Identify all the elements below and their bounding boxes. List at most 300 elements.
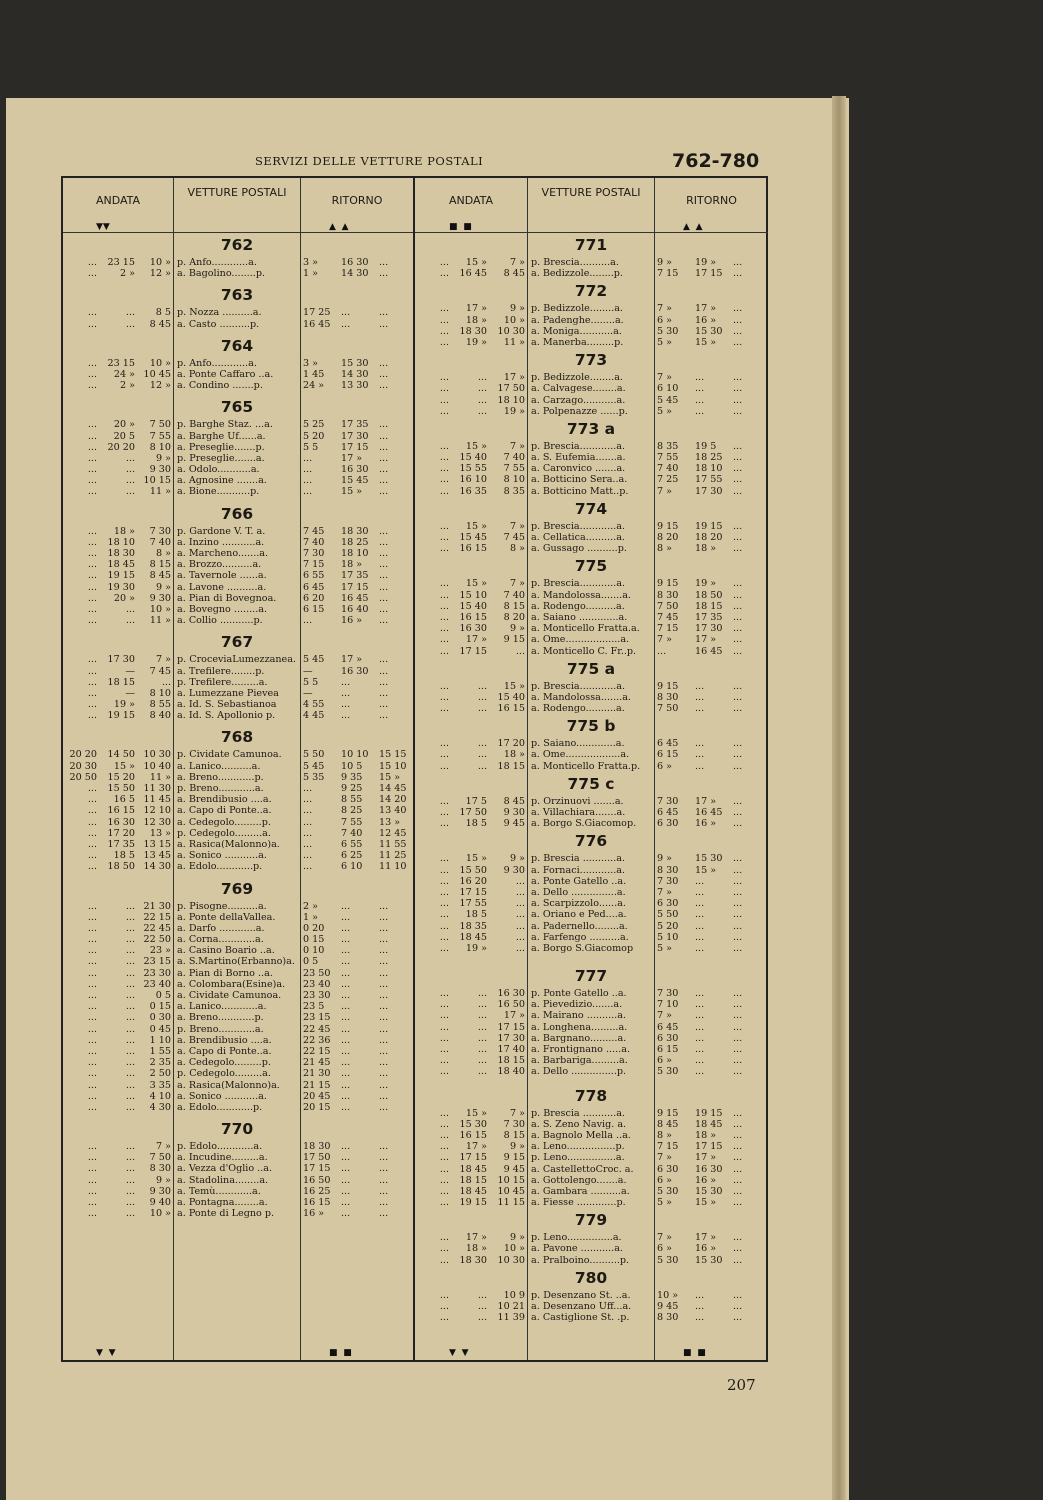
- andata-time: 7 40: [503, 589, 525, 601]
- table-row: [415, 865, 768, 876]
- ritorno-time: 17 15: [341, 581, 369, 593]
- andata-time: 18 »: [113, 525, 135, 537]
- ritorno-time: ...: [341, 1197, 351, 1208]
- stop-name: a. Mandolossa.......a.: [531, 691, 631, 703]
- andata-time: ...: [87, 850, 97, 862]
- left-rows: [63, 233, 413, 1219]
- stop-name: a. Trefilere........p.: [177, 665, 265, 677]
- table-row: [63, 772, 413, 783]
- ritorno-time: ...: [379, 967, 389, 979]
- ritorno-time: ...: [303, 827, 313, 839]
- andata-time: ...: [439, 623, 449, 635]
- andata-time: 7 »: [155, 654, 171, 666]
- andata-time: 15 45: [459, 532, 487, 543]
- andata-time: ...: [515, 931, 525, 943]
- ritorno-time: ...: [695, 942, 705, 954]
- route-block: [415, 1208, 768, 1266]
- andata-time: ...: [477, 749, 487, 761]
- stop-name: a. Ome..................a.: [531, 749, 630, 761]
- andata-time: ...: [87, 827, 97, 839]
- table-row: [63, 1035, 413, 1046]
- ritorno-time: 0 15: [303, 934, 325, 946]
- ritorno-time: ...: [657, 645, 667, 657]
- ritorno-time: 17 15: [695, 268, 723, 280]
- right-rows: [415, 233, 768, 1323]
- andata-time: ...: [439, 886, 449, 898]
- andata-time: ...: [439, 807, 449, 818]
- table-row: [63, 431, 413, 442]
- route-number: 769: [220, 879, 254, 898]
- andata-time: ...: [87, 990, 97, 1001]
- andata-header: ANDATA: [63, 178, 173, 233]
- andata-time: 20 20: [107, 441, 135, 453]
- andata-time: ...: [439, 1312, 449, 1324]
- andata-time: ...: [439, 463, 449, 475]
- andata-time: 8 45: [149, 570, 171, 582]
- stop-name: a. Ponte di Legno p.: [177, 1208, 275, 1220]
- andata-time: ...: [477, 1312, 487, 1324]
- ritorno-time: ...: [733, 1312, 743, 1324]
- andata-time: ...: [87, 699, 97, 711]
- ritorno-time: ...: [733, 760, 743, 772]
- andata-time: 7 55: [149, 430, 171, 442]
- ritorno-time: ...: [379, 1197, 389, 1208]
- stop-name: a. Padenghe........a.: [531, 314, 624, 326]
- andata-time: 15 »: [465, 440, 487, 452]
- table-row: [415, 853, 768, 864]
- table-row: [63, 710, 413, 721]
- andata-time: 18 40: [497, 1066, 525, 1078]
- ritorno-time: 8 »: [657, 543, 673, 555]
- ritorno-time: 5 30: [657, 1066, 679, 1078]
- andata-time: 20 50: [69, 771, 97, 783]
- ritorno-time: ...: [379, 592, 389, 604]
- ritorno-time: 9 25: [341, 783, 363, 794]
- table-row: [63, 654, 413, 665]
- andata-time: 18 10: [497, 394, 525, 406]
- ritorno-time: 17 15: [695, 1141, 723, 1153]
- andata-time: 20 »: [113, 592, 135, 604]
- table-row: [415, 921, 768, 932]
- table-row: [63, 1046, 413, 1057]
- andata-time: 18 5: [113, 850, 135, 862]
- andata-time: 2 »: [119, 268, 135, 280]
- ritorno-time: 5 10: [657, 931, 679, 943]
- andata-time: ...: [87, 978, 97, 990]
- stop-name: a. Gussago ..........p.: [531, 543, 627, 555]
- ritorno-time: 3 »: [303, 257, 319, 268]
- ritorno-time: ...: [379, 1023, 389, 1035]
- ritorno-time: ...: [733, 1254, 743, 1266]
- table-row: [63, 358, 413, 369]
- andata-time: 23 15: [107, 257, 135, 268]
- ritorno-time: ...: [733, 942, 743, 954]
- table-row: [415, 681, 768, 692]
- andata-time: 9 »: [509, 303, 525, 315]
- table-row: [63, 912, 413, 923]
- ritorno-time: 7 40: [303, 536, 325, 548]
- ritorno-time: 7 15: [303, 559, 325, 571]
- ritorno-time: 18 25: [695, 452, 723, 464]
- stop-name: p. Brescia............a.: [531, 680, 626, 692]
- ritorno-time: 4 45: [303, 710, 325, 722]
- stop-name: p. Preseglie.......a.: [177, 452, 265, 464]
- andata-time: ...: [439, 988, 449, 1000]
- andata-time: ...: [439, 1129, 449, 1141]
- andata-time: 7 »: [509, 578, 525, 590]
- ritorno-time: ...: [341, 699, 351, 711]
- ritorno-time: ...: [733, 680, 743, 692]
- table-row: [63, 783, 413, 794]
- ritorno-time: ...: [733, 520, 743, 532]
- ritorno-time: ...: [341, 1152, 351, 1164]
- ritorno-time: ...: [379, 1090, 389, 1102]
- andata-time: ...: [439, 1163, 449, 1175]
- andata-time: ...: [439, 543, 449, 555]
- ritorno-time: 5 50: [303, 749, 325, 761]
- ritorno-time: ...: [695, 1055, 705, 1067]
- andata-time: ...: [125, 1012, 135, 1024]
- ritorno-time: 5 30: [657, 1254, 679, 1266]
- ritorno-time: 15 30: [695, 1185, 723, 1197]
- andata-time: ...: [439, 303, 449, 315]
- stop-name: a. Barghe Uf......a.: [177, 430, 266, 442]
- ritorno-time: 19 »: [695, 578, 717, 590]
- andata-time: 16 15: [459, 1129, 487, 1141]
- andata-time: 18 30: [459, 1254, 487, 1266]
- stop-name: p. Bedizzole........a.: [531, 372, 623, 384]
- stop-name: a. Mairano ..........a.: [531, 1010, 627, 1022]
- ritorno-time: 5 20: [657, 920, 679, 932]
- route-number: 773 a: [566, 419, 616, 438]
- ritorno-time: 8 30: [657, 864, 679, 876]
- ritorno-time: ...: [733, 589, 743, 601]
- ritorno-time: ...: [379, 570, 389, 582]
- ritorno-time: ...: [733, 611, 743, 623]
- ritorno-time: 21 30: [303, 1068, 331, 1080]
- andata-time: 8 45: [503, 268, 525, 280]
- table-row: [415, 703, 768, 714]
- andata-time: ...: [439, 1010, 449, 1022]
- ritorno-time: 5 35: [303, 771, 325, 783]
- andata-time: ...: [477, 394, 487, 406]
- ritorno-time: ...: [341, 945, 351, 957]
- andata-time: ...: [125, 990, 135, 1001]
- stop-name: a. Dello ...............p.: [531, 1066, 627, 1078]
- andata-time: ...: [125, 978, 135, 990]
- andata-time: 18 »: [465, 314, 487, 326]
- ritorno-time: ...: [379, 1208, 389, 1220]
- andata-time: 18 15: [497, 760, 525, 772]
- ritorno-time: ...: [341, 687, 351, 699]
- andata-time: ...: [87, 318, 97, 330]
- ritorno-time: ...: [733, 485, 743, 497]
- andata-time: 19 30: [107, 581, 135, 593]
- andata-time: ...: [439, 1197, 449, 1209]
- stop-name: a. Manerba.........p.: [531, 336, 624, 348]
- ritorno-time: ...: [379, 934, 389, 946]
- table-row: [63, 537, 413, 548]
- andata-time: 16 20: [459, 875, 487, 887]
- andata-time: ...: [87, 464, 97, 476]
- andata-time: 0 30: [149, 1012, 171, 1024]
- ritorno-time: 3 »: [303, 357, 319, 369]
- andata-time: ...: [439, 1107, 449, 1119]
- andata-time: 8 10: [149, 441, 171, 453]
- ritorno-time: 24 »: [303, 380, 325, 392]
- andata-time: ...: [439, 268, 449, 280]
- ritorno-time: 6 30: [657, 818, 679, 830]
- andata-time: ...: [439, 520, 449, 532]
- andata-time: 7 »: [509, 520, 525, 532]
- andata-time: ...: [125, 615, 135, 627]
- andata-time: 10 9: [503, 1289, 525, 1301]
- ritorno-time: 17 15: [341, 441, 369, 453]
- stop-name: a. Vezza d'Oglio ..a.: [177, 1163, 273, 1175]
- andata-time: 18 50: [107, 861, 135, 873]
- stop-name: p. Brescia............a.: [531, 578, 626, 590]
- table-row: [63, 1197, 413, 1208]
- table-row: [415, 623, 768, 634]
- andata-time: ...: [87, 816, 97, 828]
- ritorno-time: 1 45: [303, 368, 325, 380]
- andata-time: 15 »: [503, 680, 525, 692]
- ritorno-time: ...: [379, 419, 389, 431]
- andata-time: ...: [87, 1208, 97, 1220]
- ritorno-time: 7 »: [657, 1152, 673, 1164]
- up-arrow-icon: ▲ ▲: [683, 222, 703, 232]
- ritorno-time: 17 15: [303, 1163, 331, 1175]
- route-block: [63, 877, 413, 1114]
- table-row: [63, 839, 413, 850]
- route-number: 776: [574, 832, 608, 851]
- ritorno-time: 17 30: [341, 430, 369, 442]
- andata-time: ...: [125, 1023, 135, 1035]
- ritorno-time: ...: [695, 738, 705, 750]
- andata-time: 12 »: [149, 380, 171, 392]
- andata-time: 7 »: [509, 440, 525, 452]
- route-block: [63, 334, 413, 392]
- ritorno-time: ...: [733, 383, 743, 395]
- andata-time: ...: [439, 875, 449, 887]
- ritorno-time: 11 55: [379, 838, 407, 850]
- ritorno-time: 7 »: [657, 1010, 673, 1022]
- andata-time: 10 45: [143, 368, 171, 380]
- ritorno-time: 20 15: [303, 1101, 331, 1113]
- table-row: [63, 1024, 413, 1035]
- stop-name: a. Gambara ..........a.: [531, 1185, 630, 1197]
- ritorno-time: 6 55: [341, 838, 363, 850]
- ritorno-time: 16 30: [341, 464, 369, 476]
- ritorno-time: 9 35: [341, 771, 363, 783]
- table-row: [415, 1033, 768, 1044]
- andata-time: 15 20: [107, 771, 135, 783]
- ritorno-time: 6 30: [657, 898, 679, 910]
- stop-name: a. Brendibusio ....a.: [177, 794, 272, 806]
- ritorno-time: ...: [341, 1208, 351, 1220]
- route-number: 766: [220, 504, 254, 523]
- route-block: [415, 348, 768, 417]
- andata-time: 18 15: [497, 1055, 525, 1067]
- andata-time: 7 55: [503, 463, 525, 475]
- ritorno-time: 15 15: [379, 749, 407, 761]
- ritorno-time: ...: [379, 654, 389, 666]
- ritorno-time: 8 45: [657, 1118, 679, 1130]
- route-number: 775: [574, 557, 608, 576]
- ritorno-time: 19 5: [695, 440, 717, 452]
- ritorno-time: 16 45: [341, 592, 369, 604]
- left-half: [63, 178, 415, 1360]
- andata-time: ...: [87, 603, 97, 615]
- andata-header: ANDATA: [415, 178, 527, 233]
- stop-name: a. Caronvico .......a.: [531, 463, 626, 475]
- ritorno-time: ...: [733, 452, 743, 464]
- andata-time: 8 45: [149, 318, 171, 330]
- ritorno-time: ...: [733, 1044, 743, 1055]
- stop-name: a. Collio ...........p.: [177, 615, 263, 627]
- table-row: [63, 699, 413, 710]
- ritorno-time: ...: [379, 525, 389, 537]
- table-row: [415, 738, 768, 749]
- table-row: [415, 395, 768, 406]
- ritorno-time: ...: [341, 911, 351, 923]
- table-row: [415, 1232, 768, 1243]
- ritorno-time: 17 50: [303, 1152, 331, 1164]
- table-row: [63, 1001, 413, 1012]
- table-row: [415, 486, 768, 497]
- andata-time: ...: [439, 611, 449, 623]
- ritorno-time: 6 45: [657, 1021, 679, 1033]
- ritorno-time: ...: [695, 760, 705, 772]
- andata-time: ...: [87, 783, 97, 794]
- andata-time: 7 30: [149, 525, 171, 537]
- andata-time: ...: [125, 1068, 135, 1080]
- andata-time: 10 »: [503, 314, 525, 326]
- ritorno-time: 23 50: [303, 967, 331, 979]
- stop-name: p. Edolo............a.: [177, 1141, 263, 1153]
- andata-time: 18 30: [459, 325, 487, 337]
- ritorno-time: 5 »: [657, 942, 673, 954]
- ritorno-time: 6 45: [657, 738, 679, 750]
- andata-time: 17 30: [107, 654, 135, 666]
- andata-time: ...: [439, 257, 449, 268]
- andata-time: 17 15: [497, 1021, 525, 1033]
- ritorno-time: 16 25: [303, 1185, 331, 1197]
- ritorno-time: ...: [341, 307, 351, 319]
- andata-time: ...: [87, 357, 97, 369]
- stop-name: a. Corna............a.: [177, 934, 264, 946]
- ritorno-time: 5 »: [657, 1197, 673, 1209]
- table-row: [63, 1163, 413, 1174]
- andata-time: ...: [87, 419, 97, 431]
- ritorno-time: ...: [733, 1141, 743, 1153]
- ritorno-time: 16 »: [303, 1208, 325, 1220]
- andata-time: 9 »: [155, 1174, 171, 1186]
- table-row: [63, 688, 413, 699]
- andata-time: ...: [477, 372, 487, 384]
- stop-name: a. Bedizzole........p.: [531, 268, 623, 280]
- table-row: [63, 257, 413, 268]
- ritorno-time: ...: [303, 838, 313, 850]
- route-block: [63, 630, 413, 721]
- stop-name: a. Id. S. Sebastianoa: [177, 699, 277, 711]
- andata-time: ...: [477, 1289, 487, 1301]
- ritorno-time: 6 »: [657, 1055, 673, 1067]
- ritorno-time: 5 45: [303, 654, 325, 666]
- andata-time: ...: [515, 645, 525, 657]
- andata-time: ...: [87, 1068, 97, 1080]
- route-number: 765: [220, 398, 254, 417]
- ritorno-time: 17 »: [341, 654, 363, 666]
- table-row: [63, 369, 413, 380]
- andata-time: 1 10: [149, 1034, 171, 1046]
- ritorno-time: ...: [733, 1243, 743, 1255]
- table-row: [415, 807, 768, 818]
- table-row: [63, 548, 413, 559]
- andata-time: ...: [125, 1185, 135, 1197]
- andata-time: 18 »: [465, 1243, 487, 1255]
- andata-time: ...: [87, 676, 97, 688]
- route-block: [415, 964, 768, 1078]
- table-row: [415, 1175, 768, 1186]
- andata-time: ...: [439, 440, 449, 452]
- ritorno-time: ...: [695, 1044, 705, 1055]
- andata-time: 9 15: [503, 634, 525, 646]
- andata-time: ...: [439, 853, 449, 865]
- andata-time: ...: [439, 325, 449, 337]
- route-number: 762: [220, 236, 254, 254]
- stop-name: a. Calvagese........a.: [531, 383, 626, 395]
- ritorno-time: ...: [733, 325, 743, 337]
- ritorno-time: ...: [303, 805, 313, 817]
- ritorno-time: 12 45: [379, 827, 407, 839]
- ritorno-time: ...: [733, 623, 743, 635]
- stop-name: a. Cellatica..........a.: [531, 532, 625, 543]
- andata-time: ...: [87, 1012, 97, 1024]
- andata-time: ...: [87, 687, 97, 699]
- table-row: [415, 988, 768, 999]
- route-number: 767: [220, 633, 254, 652]
- ritorno-time: ...: [379, 990, 389, 1001]
- ritorno-time: 23 30: [303, 990, 331, 1001]
- ritorno-time: ...: [695, 886, 705, 898]
- ritorno-time: ...: [341, 1068, 351, 1080]
- stop-name: a. Ponte Gatello ..a.: [531, 875, 627, 887]
- andata-time: ...: [87, 911, 97, 923]
- table-row: [63, 464, 413, 475]
- stop-name: p. Brescia ...........a.: [531, 1107, 626, 1119]
- andata-time: 8 15: [503, 600, 525, 612]
- ritorno-time: 15 »: [695, 1197, 717, 1209]
- andata-time: ...: [439, 942, 449, 954]
- andata-time: 18 5: [465, 818, 487, 830]
- ritorno-time: 9 15: [657, 1107, 679, 1119]
- andata-time: ...: [439, 760, 449, 772]
- andata-time: 9 »: [509, 623, 525, 635]
- andata-time: 17 »: [503, 372, 525, 384]
- andata-time: ...: [439, 703, 449, 715]
- stop-name: a. Dello ...............a.: [531, 886, 626, 898]
- andata-time: 11 »: [149, 486, 171, 498]
- ritorno-time: ...: [341, 1174, 351, 1186]
- andata-time: ...: [87, 654, 97, 666]
- route-number: 770: [220, 1120, 254, 1139]
- stop-name: a. Longhena.........a.: [531, 1021, 628, 1033]
- andata-time: 15 »: [465, 1107, 487, 1119]
- ritorno-time: ...: [379, 257, 389, 268]
- ritorno-time: 5 30: [657, 325, 679, 337]
- andata-time: 15 50: [459, 864, 487, 876]
